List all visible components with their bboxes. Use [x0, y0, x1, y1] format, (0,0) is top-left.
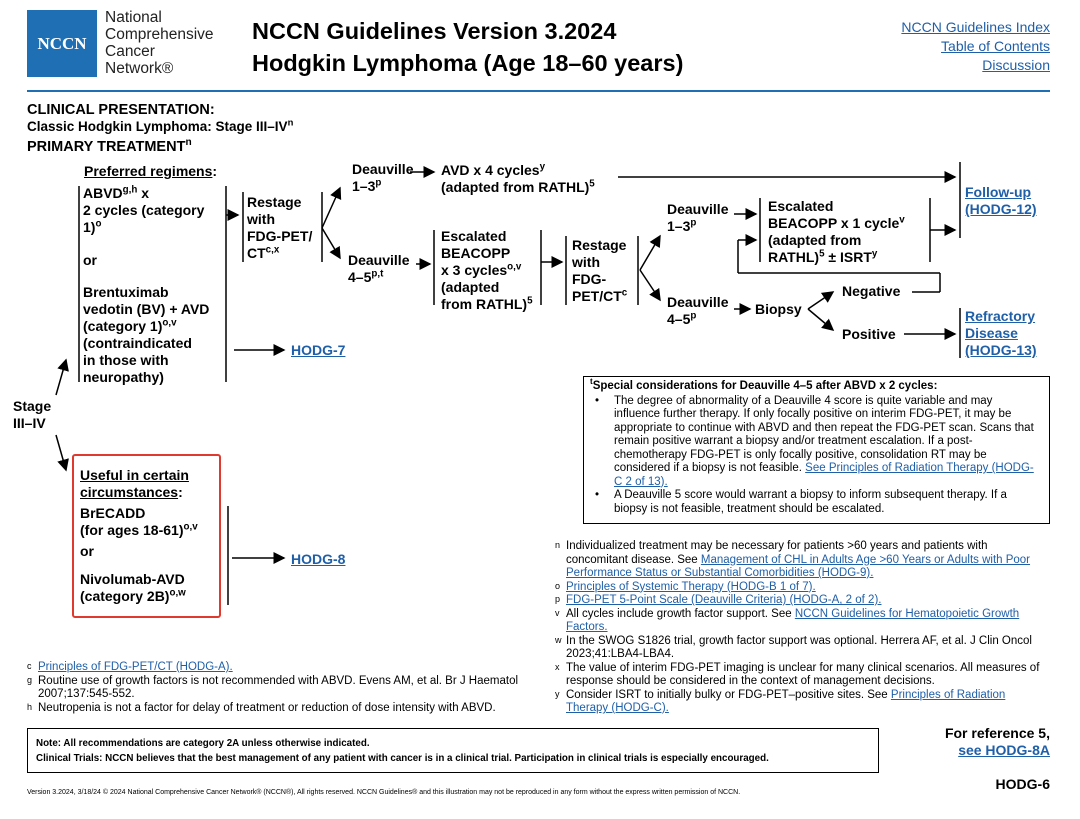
reference-note: For reference 5, see HODG-8A — [944, 725, 1050, 758]
page-title: NCCN Guidelines Version 3.2024 Hodgkin Lymphoma (Age 18–60 years) — [252, 18, 684, 76]
footnote-x: x The value of interim FDG-PET imaging is unclear for many clinical scenarios. All measures of response should be considered in the context of management decisions. — [555, 661, 1040, 687]
follow-up-link[interactable]: Follow-up (HODG-12) — [965, 184, 1037, 217]
note-clinical-trials: Clinical Trials: NCCN believes that the best management of any patient with cancer is in a clinical trial. Participation in clinical trials is especially encouraged. — [36, 753, 769, 764]
considerations-title: $^t$Special considerations for Deauville 4–5 after ABVD x 2 cycles: — [590, 377, 938, 392]
footnotes-left — [27, 661, 537, 715]
hodg7-link[interactable]: HODG-7 — [291, 342, 346, 358]
considerations-bullet-2: • A Deauville 5 score would warrant a biopsy to inform subsequent therapy. If a biopsy is not feasible, treatment should be escalated. — [590, 489, 1041, 516]
copyright-line: Version 3.2024, 3/18/24 © 2024 National Comprehensive Cancer Network® (NCCN®), All rights reserved. NCCN Guidelines® and this illustration may not be reproduced in any form without the express written permission of NCCN. — [27, 789, 741, 796]
preferred-or: or — [83, 252, 97, 268]
useful-heading: Useful in certain circumstances: — [80, 467, 189, 500]
escalated-beacopp-1-cycle: Escalated BEACOPP x 1 cycle$^v$ (adapted from RATHL)$^5$ ± $ISRT^y$ — [768, 198, 905, 265]
footnote-w: w In the SWOG S1826 trial, growth factor support was optional. Herrera AF, et al. J Clin Oncol 2023;41:LBA4-LBA4. — [555, 634, 1032, 660]
footnote-v: v All cycles include growth factor support. See NCCN Guidelines for Hematopoietic Growth Factors. — [555, 607, 1020, 633]
nivolumab-avd-regimen: Nivolumab-AVD (category 2B)$^{o,w}$ — [80, 571, 186, 604]
clinical-subtitle: Classic Hodgkin Lymphoma: Stage III–$IV^n$ — [27, 117, 294, 134]
avd-4-cycles: AVD x 4 cycles$^y$ (adapted from RATHL)$^5$ — [441, 161, 595, 195]
deauville-4-5-second: Deauville 4–5$^p$ — [667, 294, 729, 327]
footnote-p: p FDG-PET 5-Point Scale (Deauville Criteria) (HODG-A, 2 of 2). — [555, 594, 882, 606]
organization-name: National Comprehensive Cancer Network® — [105, 9, 214, 77]
primary-treatment-heading: PRIMARY TREATMENT$^n$ — [27, 137, 192, 155]
table-of-contents-link[interactable]: Table of Contents — [941, 38, 1050, 54]
footnotes-right — [555, 540, 1050, 716]
nccn-logo: NCCN — [27, 10, 97, 77]
footnote-h: h Neutropenia is not a factor for delay of treatment or reduction of dose intensity with ABVD. — [27, 701, 496, 714]
abvd-regimen: ABVD$^{g,h}$ x 2 cycles (category 1)$^o$ — [83, 184, 205, 235]
useful-or: or — [80, 543, 94, 559]
positive-result: Positive — [842, 326, 896, 342]
footnote-o: o Principles of Systemic Therapy (HODG-B 1 of 7). — [555, 580, 816, 593]
guidelines-index-link[interactable]: NCCN Guidelines Index — [901, 19, 1050, 35]
footnote-y: y Consider ISRT to initially bulky or FDG-PET–positive sites. See Principles of Radiation Therapy (HODG-C). — [555, 688, 1006, 714]
preferred-regimens-heading: Preferred regimens: — [84, 163, 218, 179]
brecadd-regimen: BrECADD (for ages 18-61)$^{o,v}$ — [80, 505, 198, 538]
footnote-g: g Routine use of growth factors is not recommended with ABVD. Evens AM, et al. Br J Haematol 2007;137:545-552. — [27, 674, 519, 700]
special-considerations-box — [583, 376, 1050, 524]
note-box — [27, 728, 879, 773]
fdg-pet-principles-link[interactable]: Principles of FDG-PET/CT (HODG-A). — [38, 661, 233, 673]
hodg8-link[interactable]: HODG-8 — [291, 551, 346, 567]
systemic-therapy-link[interactable]: Principles of Systemic Therapy (HODG-B 1 of 7). — [566, 580, 816, 593]
deauville-1-3-second: Deauville 1–3$^p$ — [667, 201, 729, 234]
deauville-1-3-first: Deauville 1–3$^p$ — [352, 161, 414, 194]
clinical-presentation-heading: CLINICAL PRESENTATION: — [27, 102, 215, 118]
hodg-8a-link[interactable]: see HODG-8A — [958, 742, 1050, 758]
deauville-4-5-first: Deauville 4–5$^{p,t}$ — [348, 252, 410, 285]
growth-factors-link[interactable]: NCCN Guidelines for Hematopoietic Growth Factors. — [566, 607, 1020, 633]
discussion-link[interactable]: Discussion — [982, 57, 1050, 73]
escalated-beacopp-3-cycles: Escalated BEACOPP x 3 cycles$^{o,v}$ (adapted from RATHL)$^5$ — [441, 228, 533, 312]
considerations-bullet-1: • The degree of abnormality of a Deauville 4 score is quite variable and may influence further therapy. If only focally positive on interim FDG-PET, it may be appropriate to continue with ABVD and then repeat the FDG-PET scan. Scans that remain positive warrant a biopsy and/or treatment escalation. If a post-chemotherapy FDG-PET is only focally positive, consolidation RT may be considered if a biopsy is not feasible. See Principles of Radiation Therapy (HODG-C 2 of 13). — [590, 395, 1041, 490]
note-category: Note: All recommendations are category 2A unless otherwise indicated. — [36, 738, 370, 749]
radiation-therapy-hodg-c-link[interactable]: Principles of Radiation Therapy (HODG-C). — [566, 688, 1006, 714]
deauville-criteria-link[interactable]: FDG-PET 5-Point Scale (Deauville Criteria) (HODG-A, 2 of 2). — [566, 594, 882, 606]
refractory-disease-link[interactable]: Refractory Disease (HODG-13) — [965, 308, 1037, 358]
radiation-therapy-link[interactable]: See Principles of Radiation Therapy (HODG-C 2 of 13). — [614, 462, 1034, 488]
restage-fdg-petct-2: Restage with FDG- PET/$CT^c$ — [572, 237, 628, 304]
stage-label: Stage III–IV — [13, 398, 52, 431]
bv-avd-regimen: Brentuximab vedotin (BV) + AVD (category 1)$^{o,v}$ (contraindicated in those with neuropathy) — [83, 284, 210, 385]
footnote-c: c Principles of FDG-PET/CT (HODG-A). — [27, 661, 233, 673]
page-code: HODG-6 — [995, 776, 1050, 792]
footnote-n: n Individualized treatment may be necessary for patients >60 years and patients with concomitant disease. See Management of CHL in Adults Age >60 Years or Adults with Poor Performance Status or Substantial Comorbidities (HODG-9). — [555, 540, 1031, 579]
chl-over-60-link[interactable]: Management of CHL in Adults Age >60 Years or Adults with Poor Performance Status or Substantial Comorbidities (HODG-9). — [566, 553, 1031, 579]
biopsy-node: Biopsy — [755, 301, 802, 317]
negative-result: Negative — [842, 283, 901, 299]
restage-fdg-petct-1: Restage with FDG-PET/ CT$^{c,x}$ — [247, 194, 313, 261]
